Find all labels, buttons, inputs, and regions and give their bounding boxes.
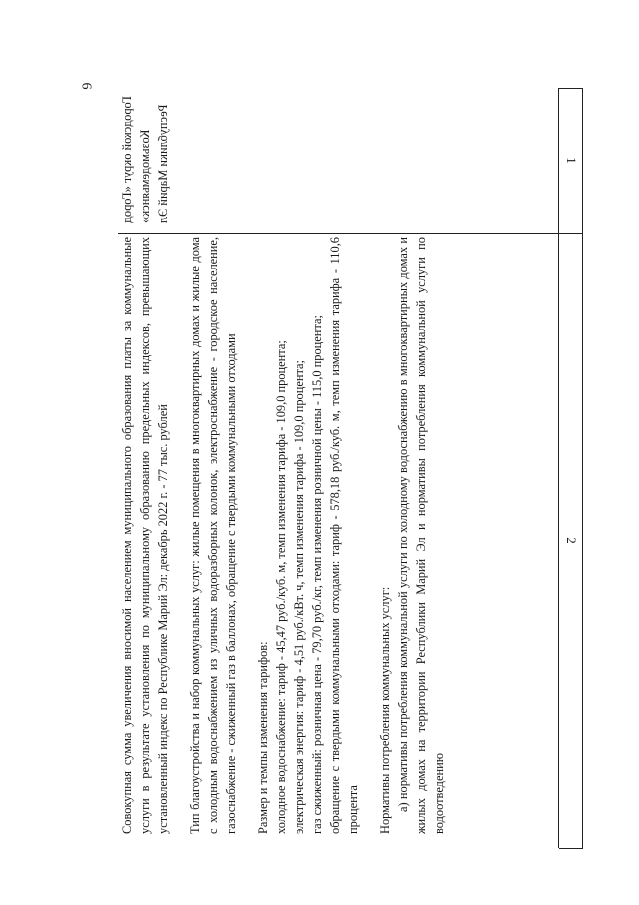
norms-title: Нормативы потребления коммунальных услуг: [378,586,392,834]
page-number: 6 [78,82,94,90]
tariffs-title: Размер и темпы изменения тарифов: [256,641,270,834]
norms-item: а) нормативы потребления коммунальной услуги по холодному водоснабжению в многоквартирных домах и жилых домах на территории Республики Марий Эл и нормативы потребления коммунальной услуги по водоотведению [396,237,446,834]
tariff-item: электрическая энергия: тариф - 4,51 руб./кВт. ч, темп изменения тарифа - 109,0 процента; [292,360,306,834]
rotated-table [118,88,583,848]
column-header-2: 2 [564,537,579,544]
payment-increase-paragraph: Совокупная сумма увеличения вносимой населением муниципального образования платы за коммунальные услуги в результате установления по муниципальному образованию предельных индексов, превышающих установленный индекс по Республике Марий Эл: декабрь 2022 г. - 77 тыс. рублей [120,237,170,834]
tariff-item: газ сжиженный: розничная цена - 79,70 руб./кг, темп изменения розничной цены - 115,0 процента; [310,315,324,834]
tariff-item: обращение с твердыми коммунальными отходами: тариф - 578,18 руб./куб. м, темп изменения тарифа - 110,6 процента [328,237,360,834]
column-header-1: 1 [564,157,579,164]
utility-type-paragraph: Тип благоустройства и набор коммунальных услуг: жилые помещения в многоквартирных домах и жилые дома с холодным водоснабжением из уличных водоразборных колонок, электроснабжение - городское население, газоснабжение - сжиженный газ в баллонах, обращение с твердыми коммунальными отходами [188,237,238,834]
table-top-border [582,88,583,848]
details-cell [118,233,557,848]
tariff-item: холодное водоснабжение: тариф - 45,47 руб./куб. м, темп изменения тарифа - 109,0 процента; [274,340,288,834]
table-right-border [559,848,583,849]
municipality-cell: Городской округ «Город Козьмодемьянск» Республики Марий Эл [120,96,170,223]
header-divider [558,88,559,848]
